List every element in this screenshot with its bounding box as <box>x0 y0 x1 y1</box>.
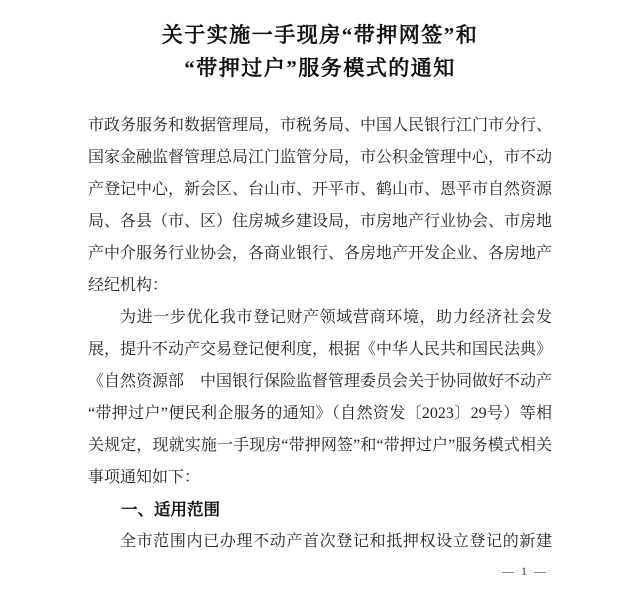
document-title-line2: “带押过户”服务模式的通知 <box>184 56 456 80</box>
page-number: — 1 — <box>502 564 548 578</box>
document-title-line1: 关于实施一手现房“带押网签”和 <box>161 23 479 47</box>
section-1-heading: 一、适用范围 <box>121 501 220 519</box>
paragraph-intro: 为进一步优化我市登记财产领域营商环境，助力经济社会发展，提升不动产交易登记便利度，根据《中华人民共和国民法典》《自然资源部 中国银行保险监督管理委员会关于协同做好不动产“带押过户”便民利企服务的通知》（自然资发〔2023〕29号）等相关规定，现就实施一手现房“带押网签”和“带押过户”服务模式相关事项通知如下： <box>88 309 553 486</box>
paragraph-addressees: 市政务服务和数据管理局，市税务局、中国人民银行江门市分行、国家金融监督管理总局江门监管分局，市公积金管理中心，市不动产登记中心，新会区、台山市、开平市、鹤山市、恩平市自然资源局、各县（市、区）住房城乡建设局，市房地产行业协会、市房地产中介服务行业协会，各商业银行、各房地产开发企业、各房地产经纪机构： <box>88 117 553 294</box>
document-body <box>88 110 552 558</box>
document-title <box>40 19 600 85</box>
section-1-opening-line: 全市范围内已办理不动产首次登记和抵押权设立登记的新建 <box>120 533 552 550</box>
